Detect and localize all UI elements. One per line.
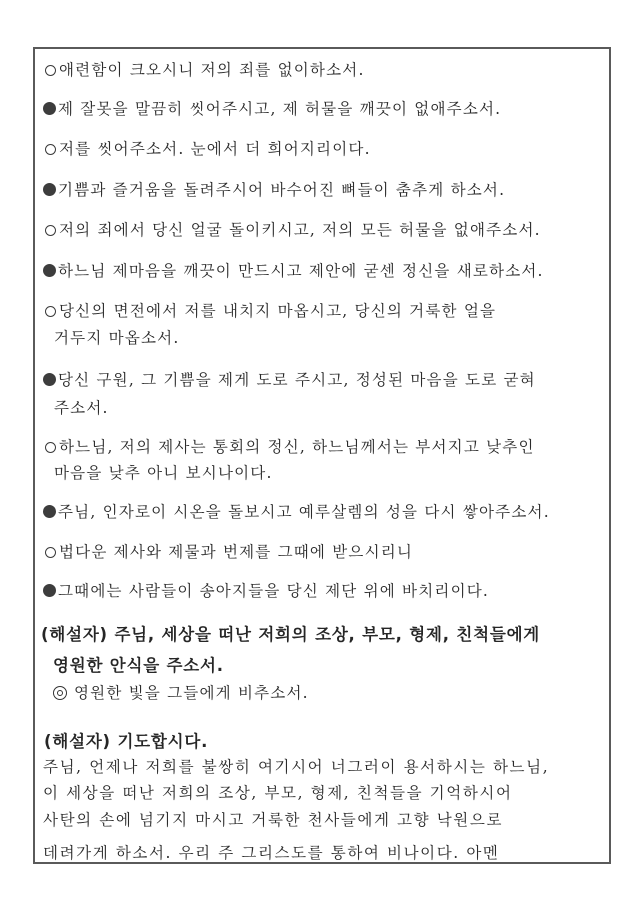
verse-7-line-2: 거두지 마옵소서. [54, 329, 180, 347]
verse-11-line-1 [45, 542, 413, 562]
narrator-intercession-line-1: (해설자) 주님, 세상을 떠난 저희의 조상, 부모, 형제, 친척들에게 [41, 625, 541, 644]
verse-text: 하느님 제마음을 깨끗이 만드시고 제안에 굳센 정신을 새로하소서. [58, 262, 544, 280]
verse-text: 제 잘못을 말끔히 씻어주시고, 제 허물을 깨끗이 없애주소서. [58, 100, 502, 118]
response-line [53, 683, 309, 703]
filled-circle-icon [43, 505, 56, 518]
verse-2-line-1 [45, 99, 501, 119]
verse-10-line-1 [45, 502, 550, 522]
verse-text: 저를 씻어주소서. 눈에서 더 희어지리이다. [59, 140, 371, 158]
filled-circle-icon [43, 373, 56, 386]
verse-text: 주님, 인자로이 시온을 돌보시고 예루살렘의 성을 다시 쌓아주소서. [58, 503, 550, 521]
verse-text: 하느님, 저의 제사는 통회의 정신, 하느님께서는 부서지고 낮추인 [59, 438, 535, 456]
closing-prayer-line-2: 이 세상을 떠난 저희의 조상, 부모, 형제, 친척들을 기억하시어 [43, 784, 513, 802]
open-circle-icon [45, 547, 56, 558]
verse-text: 저의 죄에서 당신 얼굴 돌이키시고, 저의 모든 허물을 없애주소서. [59, 221, 541, 239]
verse-8-line-2: 주소서. [54, 399, 109, 417]
filled-circle-icon [43, 584, 56, 597]
prayer-text-frame [33, 47, 611, 864]
verse-3-line-1 [45, 139, 371, 159]
verse-text: 애련함이 크오시니 저의 죄를 없이하소서. [59, 61, 365, 79]
open-circle-icon [45, 306, 56, 317]
closing-prayer-heading: (해설자) 기도합시다. [44, 732, 209, 751]
closing-prayer-line-4: 데려가게 하소서. 우리 주 그리스도를 통하여 비나이다. 아멘 [43, 844, 500, 862]
verse-text: 기쁨과 즐거움을 돌려주시어 바수어진 뼈들이 춤추게 하소서. [58, 181, 506, 199]
verse-text: 법다운 제사와 제물과 번제를 그때에 받으시리니 [59, 543, 414, 561]
verse-9-line-1 [45, 437, 535, 457]
verse-6-line-1 [45, 261, 544, 281]
verse-1-line-1 [45, 60, 365, 80]
double-circle-icon [53, 686, 67, 700]
filled-circle-icon [43, 102, 56, 115]
open-circle-icon [45, 144, 56, 155]
verse-8-line-1 [45, 370, 536, 390]
open-circle-icon [45, 65, 56, 76]
open-circle-icon [45, 225, 56, 236]
verse-4-line-1 [45, 180, 505, 200]
verse-text: 당신의 면전에서 저를 내치지 마옵시고, 당신의 거룩한 얼을 [59, 302, 497, 320]
response-text: 영원한 빛을 그들에게 비추소서. [74, 684, 309, 702]
verse-12-line-1 [45, 581, 489, 601]
narrator-intercession-line-2: 영원한 안식을 주소서. [53, 656, 224, 675]
verse-7-line-1 [45, 301, 496, 321]
verse-text: 그때에는 사람들이 송아지들을 당신 제단 위에 바치리이다. [58, 582, 490, 600]
verse-text: 당신 구원, 그 기쁨을 제게 도로 주시고, 정성된 마음을 도로 굳혀 [58, 371, 536, 389]
filled-circle-icon [43, 264, 56, 277]
closing-prayer-line-3: 사탄의 손에 넘기지 마시고 거룩한 천사들에게 고향 낙원으로 [43, 811, 504, 829]
filled-circle-icon [43, 183, 56, 196]
verse-5-line-1 [45, 220, 541, 240]
closing-prayer-line-1: 주님, 언제나 저희를 불쌍히 여기시어 너그러이 용서하시는 하느님, [43, 758, 550, 776]
open-circle-icon [45, 442, 56, 453]
verse-9-line-2: 마음을 낮추 아니 보시나이다. [54, 464, 273, 482]
